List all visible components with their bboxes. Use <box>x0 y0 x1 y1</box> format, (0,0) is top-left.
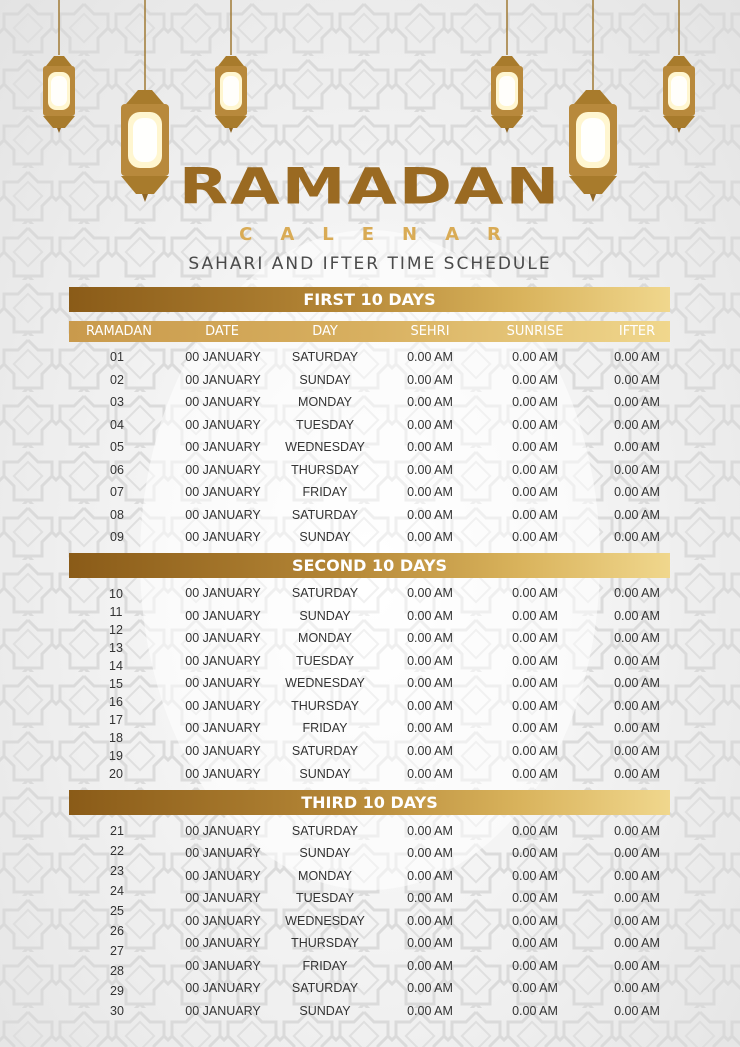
ramadan-day-number: 12 <box>109 623 123 637</box>
cell-sunrise: 0.00 AM <box>512 981 558 995</box>
cell-date: 00 JANUARY <box>185 395 261 409</box>
cell-sehri: 0.00 AM <box>407 350 453 364</box>
cell-ifter: 0.00 AM <box>614 869 660 883</box>
cell-day: WEDNESDAY <box>285 914 365 928</box>
column-header-sunrise: SUNRISE <box>506 324 564 339</box>
cell-date: 00 JANUARY <box>185 959 261 973</box>
ramadan-day-number: 24 <box>110 884 124 898</box>
lantern-icon <box>38 0 80 135</box>
ramadan-day-number: 06 <box>110 463 124 477</box>
cell-day: SATURDAY <box>291 744 359 758</box>
cell-date: 00 JANUARY <box>185 936 261 950</box>
cell-sunrise: 0.00 AM <box>512 914 558 928</box>
cell-sehri: 0.00 AM <box>407 508 453 522</box>
ramadan-day-number: 11 <box>109 605 123 619</box>
cell-day: WEDNESDAY <box>285 440 365 454</box>
cell-sehri: 0.00 AM <box>407 699 453 713</box>
cell-ifter: 0.00 AM <box>614 891 660 905</box>
ramadan-day-number: 16 <box>109 695 123 709</box>
ramadan-day-number: 21 <box>110 824 124 838</box>
cell-day: SUNDAY <box>299 609 351 623</box>
title-block <box>0 158 740 245</box>
ramadan-day-number: 26 <box>110 924 124 938</box>
cell-date: 00 JANUARY <box>185 373 261 387</box>
cell-ifter: 0.00 AM <box>614 744 660 758</box>
column-header-sehri: SEHRI <box>410 324 450 339</box>
cell-date: 00 JANUARY <box>185 609 261 623</box>
cell-sunrise: 0.00 AM <box>512 350 558 364</box>
cell-day: TUESDAY <box>295 654 355 668</box>
cell-sehri: 0.00 AM <box>407 1004 453 1018</box>
cell-sehri: 0.00 AM <box>407 631 453 645</box>
column-header-ramadan: RAMADAN <box>86 324 152 339</box>
cell-date: 00 JANUARY <box>185 846 261 860</box>
cell-ifter: 0.00 AM <box>614 959 660 973</box>
cell-sunrise: 0.00 AM <box>512 959 558 973</box>
column-header-ifter: IFTER <box>618 324 656 339</box>
cell-date: 00 JANUARY <box>185 891 261 905</box>
cell-sunrise: 0.00 AM <box>512 631 558 645</box>
ramadan-day-number: 08 <box>110 508 124 522</box>
cell-day: SUNDAY <box>299 846 351 860</box>
cell-date: 00 JANUARY <box>185 744 261 758</box>
cell-ifter: 0.00 AM <box>614 676 660 690</box>
cell-sunrise: 0.00 AM <box>512 676 558 690</box>
cell-ifter: 0.00 AM <box>614 440 660 454</box>
lantern-icon <box>210 0 252 135</box>
cell-sunrise: 0.00 AM <box>512 767 558 781</box>
cell-date: 00 JANUARY <box>185 654 261 668</box>
cell-day: WEDNESDAY <box>285 676 365 690</box>
ramadan-day-number: 25 <box>110 904 124 918</box>
cell-sehri: 0.00 AM <box>407 959 453 973</box>
cell-ifter: 0.00 AM <box>614 463 660 477</box>
cell-day: SUNDAY <box>299 530 351 544</box>
ramadan-day-number: 02 <box>110 373 124 387</box>
cell-sunrise: 0.00 AM <box>512 609 558 623</box>
cell-sehri: 0.00 AM <box>407 586 453 600</box>
cell-ifter: 0.00 AM <box>614 654 660 668</box>
ramadan-day-number: 28 <box>110 964 124 978</box>
cell-date: 00 JANUARY <box>185 530 261 544</box>
cell-day: FRIDAY <box>302 959 348 973</box>
cell-ifter: 0.00 AM <box>614 824 660 838</box>
cell-date: 00 JANUARY <box>185 869 261 883</box>
cell-sehri: 0.00 AM <box>407 824 453 838</box>
lantern-icon <box>658 0 700 135</box>
cell-ifter: 0.00 AM <box>614 418 660 432</box>
section-banner-first: FIRST 10 DAYS <box>69 287 670 312</box>
ramadan-day-number: 05 <box>110 440 124 454</box>
cell-sehri: 0.00 AM <box>407 914 453 928</box>
cell-day: SATURDAY <box>291 350 359 364</box>
ramadan-day-number: 23 <box>110 864 124 878</box>
cell-ifter: 0.00 AM <box>614 721 660 735</box>
cell-sunrise: 0.00 AM <box>512 485 558 499</box>
cell-day: TUESDAY <box>295 891 355 905</box>
cell-sunrise: 0.00 AM <box>512 936 558 950</box>
cell-ifter: 0.00 AM <box>614 350 660 364</box>
cell-sehri: 0.00 AM <box>407 609 453 623</box>
ramadan-day-number: 01 <box>110 350 124 364</box>
cell-sehri: 0.00 AM <box>407 846 453 860</box>
cell-day: SATURDAY <box>291 981 359 995</box>
page-subtitle: CALENAR <box>239 224 529 245</box>
cell-day: THURSDAY <box>291 699 359 713</box>
cell-day: SUNDAY <box>299 767 351 781</box>
cell-sehri: 0.00 AM <box>407 373 453 387</box>
cell-day: THURSDAY <box>291 463 359 477</box>
cell-day: TUESDAY <box>295 418 355 432</box>
cell-date: 00 JANUARY <box>185 1004 261 1018</box>
cell-sehri: 0.00 AM <box>407 485 453 499</box>
cell-day: MONDAY <box>298 395 352 409</box>
cell-day: FRIDAY <box>302 721 348 735</box>
cell-sunrise: 0.00 AM <box>512 395 558 409</box>
page-title: RAMADAN <box>178 158 562 217</box>
ramadan-day-number: 14 <box>109 659 123 673</box>
cell-sehri: 0.00 AM <box>407 936 453 950</box>
cell-date: 00 JANUARY <box>185 485 261 499</box>
cell-sehri: 0.00 AM <box>407 981 453 995</box>
table-header-row <box>69 321 670 342</box>
cell-sehri: 0.00 AM <box>407 869 453 883</box>
ramadan-day-number: 30 <box>110 1004 124 1018</box>
cell-date: 00 JANUARY <box>185 824 261 838</box>
cell-sunrise: 0.00 AM <box>512 440 558 454</box>
cell-date: 00 JANUARY <box>185 508 261 522</box>
schedule-title: SAHARI AND IFTER TIME SCHEDULE <box>188 254 552 274</box>
cell-sunrise: 0.00 AM <box>512 721 558 735</box>
ramadan-day-number: 15 <box>109 677 123 691</box>
cell-sunrise: 0.00 AM <box>512 869 558 883</box>
ramadan-day-number: 29 <box>110 984 124 998</box>
cell-sunrise: 0.00 AM <box>512 846 558 860</box>
cell-ifter: 0.00 AM <box>614 846 660 860</box>
cell-sehri: 0.00 AM <box>407 440 453 454</box>
cell-sehri: 0.00 AM <box>407 744 453 758</box>
cell-sunrise: 0.00 AM <box>512 1004 558 1018</box>
cell-sehri: 0.00 AM <box>407 721 453 735</box>
cell-date: 00 JANUARY <box>185 699 261 713</box>
cell-ifter: 0.00 AM <box>614 1004 660 1018</box>
cell-day: SATURDAY <box>291 586 359 600</box>
cell-date: 00 JANUARY <box>185 440 261 454</box>
column-header-day: DAY <box>312 324 338 339</box>
cell-sunrise: 0.00 AM <box>512 654 558 668</box>
cell-sunrise: 0.00 AM <box>512 508 558 522</box>
cell-ifter: 0.00 AM <box>614 631 660 645</box>
cell-sehri: 0.00 AM <box>407 891 453 905</box>
cell-ifter: 0.00 AM <box>614 508 660 522</box>
ramadan-day-number: 20 <box>109 767 123 781</box>
cell-date: 00 JANUARY <box>185 767 261 781</box>
ramadan-day-number: 03 <box>110 395 124 409</box>
cell-ifter: 0.00 AM <box>614 373 660 387</box>
cell-ifter: 0.00 AM <box>614 586 660 600</box>
ramadan-day-number: 04 <box>110 418 124 432</box>
cell-sunrise: 0.00 AM <box>512 824 558 838</box>
ramadan-day-number: 17 <box>109 713 123 727</box>
cell-ifter: 0.00 AM <box>614 395 660 409</box>
cell-day: MONDAY <box>298 869 352 883</box>
cell-sehri: 0.00 AM <box>407 767 453 781</box>
cell-ifter: 0.00 AM <box>614 609 660 623</box>
lantern-icon <box>486 0 528 135</box>
cell-ifter: 0.00 AM <box>614 530 660 544</box>
section-banner-third: THIRD 10 DAYS <box>69 790 670 815</box>
cell-day: FRIDAY <box>302 485 348 499</box>
cell-sunrise: 0.00 AM <box>512 463 558 477</box>
cell-ifter: 0.00 AM <box>614 699 660 713</box>
cell-sunrise: 0.00 AM <box>512 530 558 544</box>
cell-sunrise: 0.00 AM <box>512 586 558 600</box>
cell-sehri: 0.00 AM <box>407 418 453 432</box>
cell-ifter: 0.00 AM <box>614 936 660 950</box>
cell-sunrise: 0.00 AM <box>512 744 558 758</box>
cell-sunrise: 0.00 AM <box>512 891 558 905</box>
cell-day: SUNDAY <box>299 1004 351 1018</box>
cell-sehri: 0.00 AM <box>407 530 453 544</box>
cell-date: 00 JANUARY <box>185 463 261 477</box>
cell-ifter: 0.00 AM <box>614 485 660 499</box>
cell-date: 00 JANUARY <box>185 586 261 600</box>
cell-day: SATURDAY <box>291 508 359 522</box>
cell-date: 00 JANUARY <box>185 981 261 995</box>
cell-ifter: 0.00 AM <box>614 914 660 928</box>
ramadan-day-number: 27 <box>110 944 124 958</box>
cell-sehri: 0.00 AM <box>407 654 453 668</box>
cell-day: MONDAY <box>298 631 352 645</box>
cell-day: SUNDAY <box>299 373 351 387</box>
column-header-date: DATE <box>205 324 239 339</box>
cell-date: 00 JANUARY <box>185 676 261 690</box>
cell-sehri: 0.00 AM <box>407 395 453 409</box>
ramadan-day-number: 22 <box>110 844 124 858</box>
cell-ifter: 0.00 AM <box>614 981 660 995</box>
ramadan-day-number: 18 <box>109 731 123 745</box>
cell-sehri: 0.00 AM <box>407 463 453 477</box>
cell-date: 00 JANUARY <box>185 914 261 928</box>
section-banner-second: SECOND 10 DAYS <box>69 553 670 578</box>
cell-date: 00 JANUARY <box>185 631 261 645</box>
ramadan-day-number: 19 <box>109 749 123 763</box>
ramadan-day-number: 09 <box>110 530 124 544</box>
cell-ifter: 0.00 AM <box>614 767 660 781</box>
cell-date: 00 JANUARY <box>185 418 261 432</box>
cell-sehri: 0.00 AM <box>407 676 453 690</box>
cell-day: SATURDAY <box>291 824 359 838</box>
cell-date: 00 JANUARY <box>185 721 261 735</box>
cell-sunrise: 0.00 AM <box>512 373 558 387</box>
cell-sunrise: 0.00 AM <box>512 418 558 432</box>
ramadan-day-number: 07 <box>110 485 124 499</box>
cell-date: 00 JANUARY <box>185 350 261 364</box>
ramadan-day-number: 10 <box>109 587 123 601</box>
cell-day: THURSDAY <box>291 936 359 950</box>
cell-sunrise: 0.00 AM <box>512 699 558 713</box>
ramadan-day-number: 13 <box>109 641 123 655</box>
